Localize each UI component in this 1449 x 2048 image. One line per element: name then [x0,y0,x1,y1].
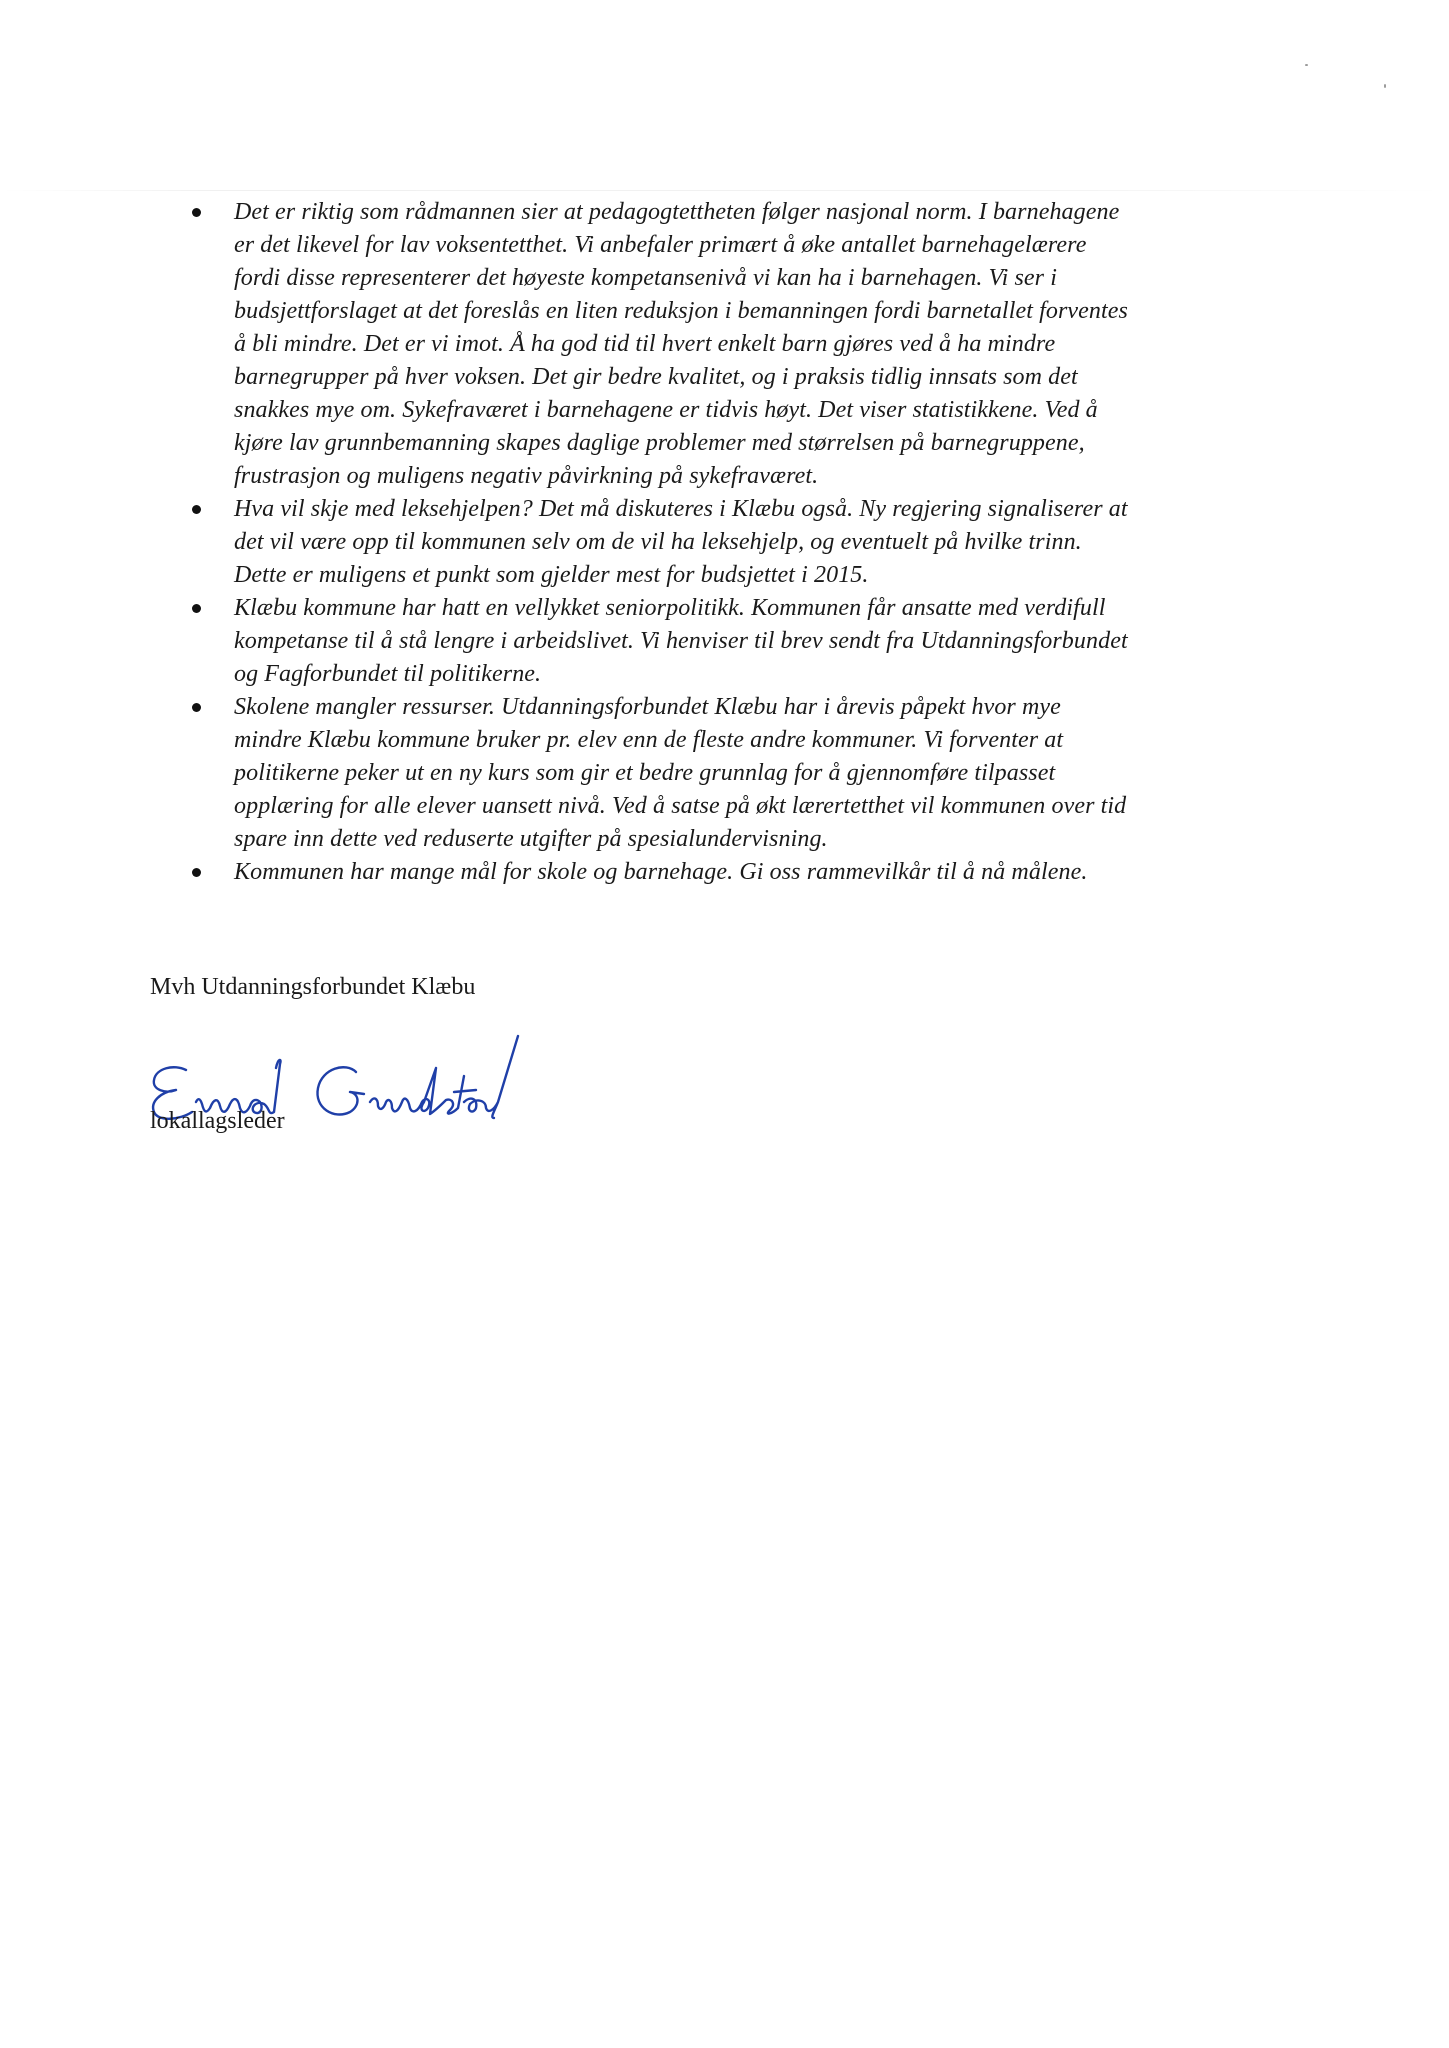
bullet-item [190,592,1300,691]
bullet-dot-icon [192,208,201,217]
bullet-item [190,856,1300,889]
text-line: kompetanse til å stå lengre i arbeidslivet. Vi henviser til brev sendt fra Utdanningsforbundet [234,628,1128,654]
text-line: kjøre lav grunnbemanning skapes daglige problemer med størrelsen på barnegruppene, [234,430,1085,456]
text-line: budsjettforslaget at det foreslås en liten reduksjon i bemanningen fordi barnetallet forventes [234,298,1128,324]
text-line: Det er riktig som rådmannen sier at pedagogtettheten følger nasjonal norm. I barnehagene [234,199,1120,225]
text-line: Dette er muligens et punkt som gjelder mest for budsjettet i 2015. [234,562,869,588]
text-line: Skolene mangler ressurser. Utdanningsforbundet Klæbu har i årevis påpekt hvor mye [234,694,1061,720]
signer-role: lokallagsleder [150,1108,285,1134]
text-line: Klæbu kommune har hatt en vellykket seniorpolitikk. Kommunen får ansatte med verdifull [234,595,1106,621]
closing-greeting: Mvh Utdanningsforbundet Klæbu [150,974,476,1000]
text-line: Kommunen har mange mål for skole og barnehage. Gi oss rammevilkår til å nå målene. [234,859,1088,885]
text-line: og Fagforbundet til politikerne. [234,661,542,687]
text-line: barnegrupper på hver voksen. Det gir bedre kvalitet, og i praksis tidlig innsats som det [234,364,1078,390]
bullet-dot-icon [192,703,201,712]
text-line: mindre Klæbu kommune bruker pr. elev enn de fleste andre kommuner. Vi forventer at [234,727,1064,753]
scan-speck [1305,64,1308,66]
bullet-dot-icon [192,505,201,514]
text-line: fordi disse representerer det høyeste kompetansenivå vi kan ha i barnehagen. Vi ser i [234,265,1057,291]
scan-speck [1384,84,1386,88]
bullet-item [190,493,1300,592]
text-line: politikerne peker ut en ny kurs som gir et bedre grunnlag for å gjennomføre tilpasset [234,760,1056,786]
text-line: opplæring for alle elever uansett nivå. Ved å satse på økt lærertetthet vil kommunen over tid [234,793,1127,819]
bullet-dot-icon [192,868,201,877]
scan-artifact-line [0,190,1449,191]
text-line: Hva vil skje med leksehjelpen? Det må diskuteres i Klæbu også. Ny regjering signaliserer at [234,496,1128,522]
text-line: å bli mindre. Det er vi imot. Å ha god tid til hvert enkelt barn gjøres ved å ha mindre [234,331,1056,357]
text-line: spare inn dette ved reduserte utgifter på spesialundervisning. [234,826,828,852]
text-line: frustrasjon og muligens negativ påvirkning på sykefraværet. [234,463,819,489]
text-line: det vil være opp til kommunen selv om de vil ha leksehjelp, og eventuelt på hvilke trinn. [234,529,1082,555]
bullet-item [190,196,1300,493]
bullet-list [190,196,1300,889]
bullet-item [190,691,1300,856]
bullet-dot-icon [192,604,201,613]
text-line: er det likevel for lav voksentetthet. Vi anbefaler primært å øke antallet barnehagelærere [234,232,1087,258]
text-line: snakkes mye om. Sykefraværet i barnehagene er tidvis høyt. Det viser statistikkene. Ved å [234,397,1098,423]
